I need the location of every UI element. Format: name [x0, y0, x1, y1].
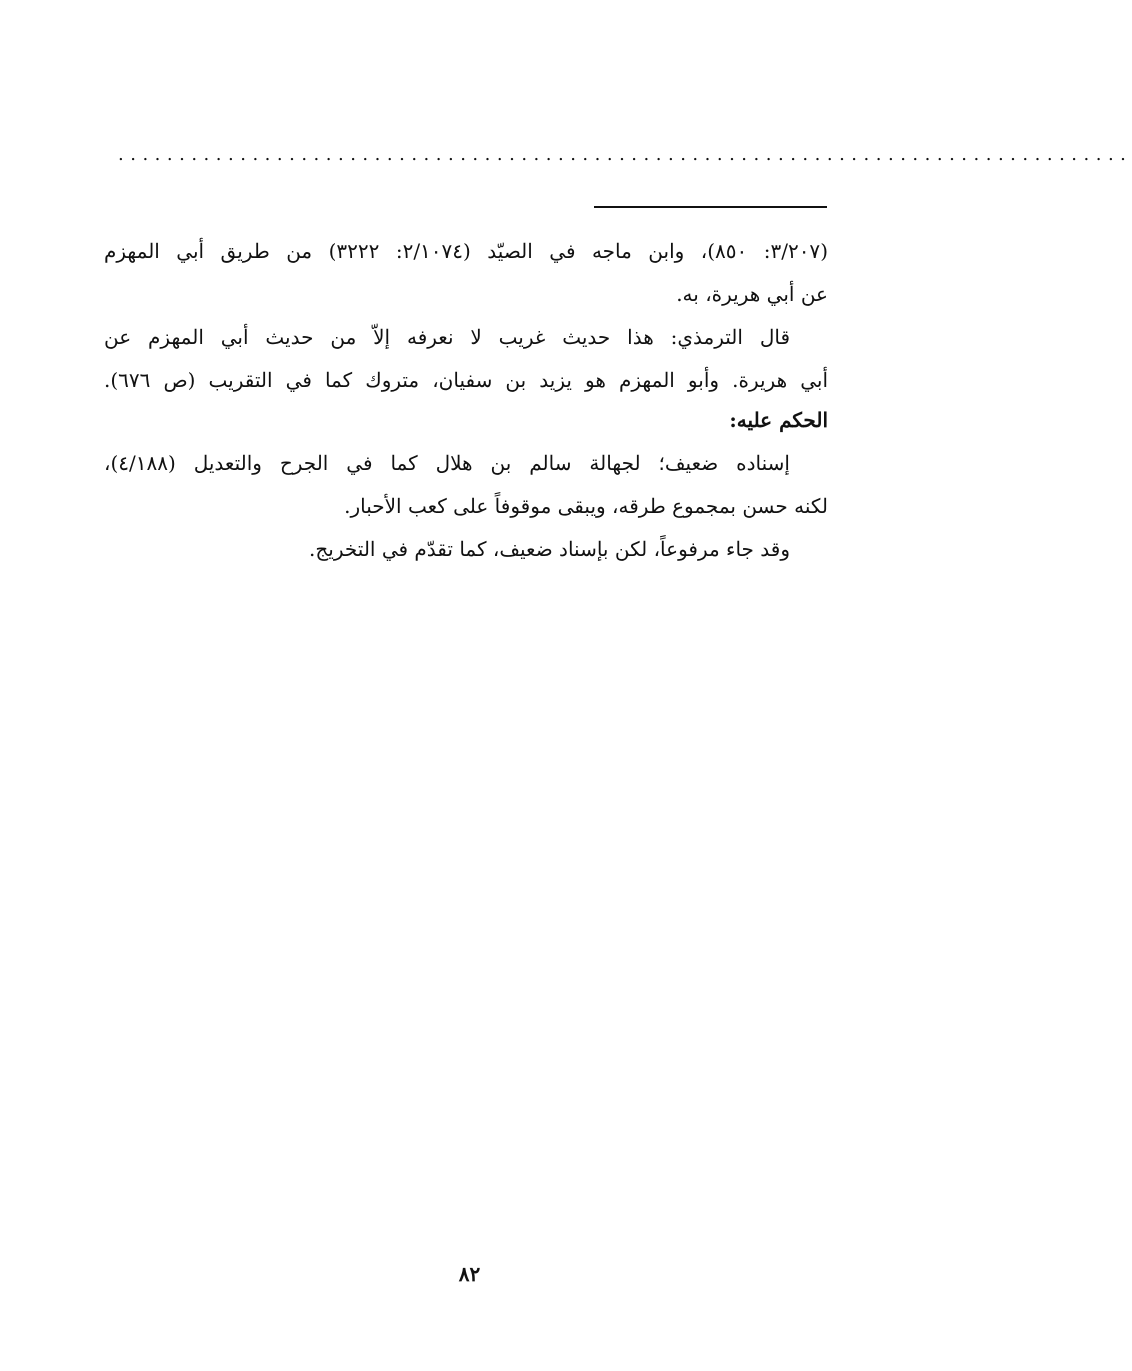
judgement-line-1: إسناده ضعيف؛ لجهالة سالم بن هلال كما في الجرح والتعديل (٤/١٨٨)، — [104, 451, 790, 475]
footnote-line-4: أبي هريرة. وأبو المهزم هو يزيد بن سفيان، متروك كما في التقريب (ص ٦٧٦). — [104, 368, 828, 392]
footnote-line-3: قال الترمذي: هذا حديث غريب لا نعرفه إلاّ من حديث أبي المهزم عن — [104, 325, 790, 349]
page-number: ٨٢ — [458, 1262, 481, 1286]
judgement-line-2: لكنه حسن بمجموع طرقه، ويبقى موقوفاً على كعب الأحبار. — [344, 494, 828, 518]
footnote-line-2: عن أبي هريرة، به. — [676, 282, 828, 306]
footnote-rule — [594, 206, 827, 208]
judgement-line-3: وقد جاء مرفوعاً، لكن بإسناد ضعيف، كما تقدّم في التخريج. — [309, 537, 790, 561]
dotted-separator: ................................................................................... — [118, 144, 1132, 165]
footnote-line-1: (٣/٢٠٧: ٨٥٠)، وابن ماجه في الصيّد (٢/١٠٧٤: ٣٢٢٢) من طريق أبي المهزم — [104, 239, 828, 263]
footnote-text — [104, 230, 828, 571]
judgement-heading: الحكم عليه: — [729, 408, 828, 432]
